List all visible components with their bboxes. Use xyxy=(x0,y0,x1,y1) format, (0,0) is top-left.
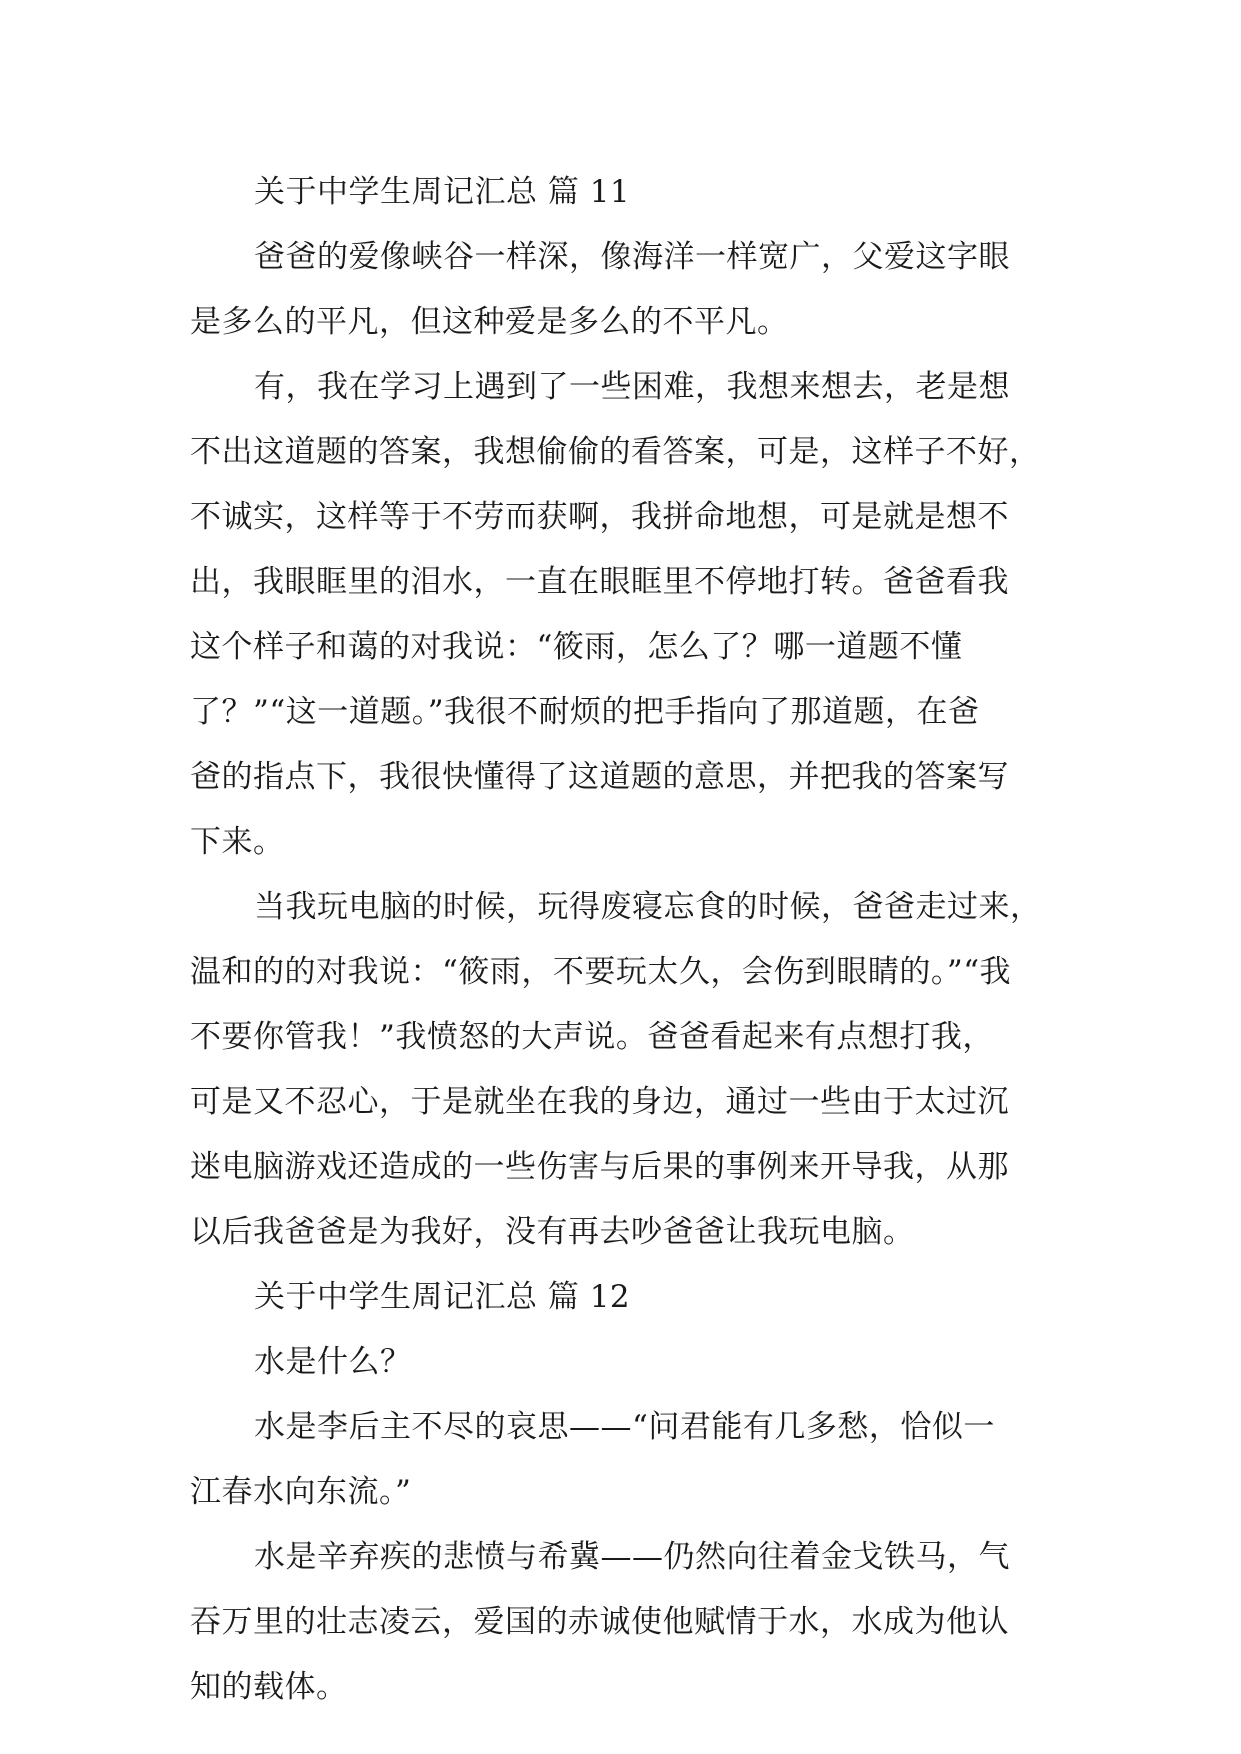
paragraph-line: 吞万里的壮志凌云，爱国的赤诚使他赋情于水，水成为他认 xyxy=(190,1604,1009,1640)
paragraph-line: 爸爸的爱像峡谷一样深，像海洋一样宽广，父爱这字眼 xyxy=(254,239,1010,275)
document-page xyxy=(190,160,1050,1720)
section-heading-11: 关于中学生周记汇总 篇 11 xyxy=(254,174,631,210)
paragraph-line: 是多么的平凡，但这种爱是多么的不平凡。 xyxy=(190,304,789,340)
paragraph-line: 迷电脑游戏还造成的一些伤害与后果的事例来开导我，从那 xyxy=(190,1149,1009,1185)
paragraph-line: 了？”“这一道题。”我很不耐烦的把手指向了那道题，在爸 xyxy=(190,694,980,730)
paragraph-line: 下来。 xyxy=(190,824,285,860)
paragraph-line: 温和的的对我说：“筱雨，不要玩太久，会伤到眼睛的。”“我 xyxy=(190,954,1012,990)
paragraph-line: 江春水向东流。” xyxy=(190,1474,412,1510)
section-heading-12: 关于中学生周记汇总 篇 12 xyxy=(254,1279,631,1315)
paragraph-line: 水是李后主不尽的哀思——“问君能有几多愁，恰似一 xyxy=(254,1409,995,1445)
paragraph-line: 可是又不忍心，于是就坐在我的身边，通过一些由于太过沉 xyxy=(190,1084,1009,1120)
paragraph-line: 水是什么？ xyxy=(254,1344,412,1380)
paragraph-line: 不出这道题的答案，我想偷偷的看答案，可是，这样子不好， xyxy=(190,434,1041,470)
paragraph-line: 出，我眼眶里的泪水，一直在眼眶里不停地打转。爸爸看我 xyxy=(190,564,1009,600)
paragraph-line: 这个样子和蔼的对我说：“筱雨，怎么了？哪一道题不懂 xyxy=(190,629,963,665)
paragraph-line: 不诚实，这样等于不劳而获啊，我拼命地想，可是就是想不 xyxy=(190,499,1009,535)
paragraph-line: 以后我爸爸是为我好，没有再去吵爸爸让我玩电脑。 xyxy=(190,1214,915,1250)
paragraph-line: 当我玩电脑的时候，玩得废寝忘食的时候，爸爸走过来， xyxy=(254,889,1042,925)
paragraph-line: 爸的指点下，我很快懂得了这道题的意思，并把我的答案写 xyxy=(190,759,1009,795)
paragraph-line: 不要你管我！”我愤怒的大声说。爸爸看起来有点想打我， xyxy=(190,1019,994,1055)
paragraph-line: 知的载体。 xyxy=(190,1669,348,1705)
paragraph-line: 水是辛弃疾的悲愤与希冀——仍然向往着金戈铁马，气 xyxy=(254,1539,1010,1575)
paragraph-line: 有，我在学习上遇到了一些困难，我想来想去，老是想 xyxy=(254,369,1010,405)
